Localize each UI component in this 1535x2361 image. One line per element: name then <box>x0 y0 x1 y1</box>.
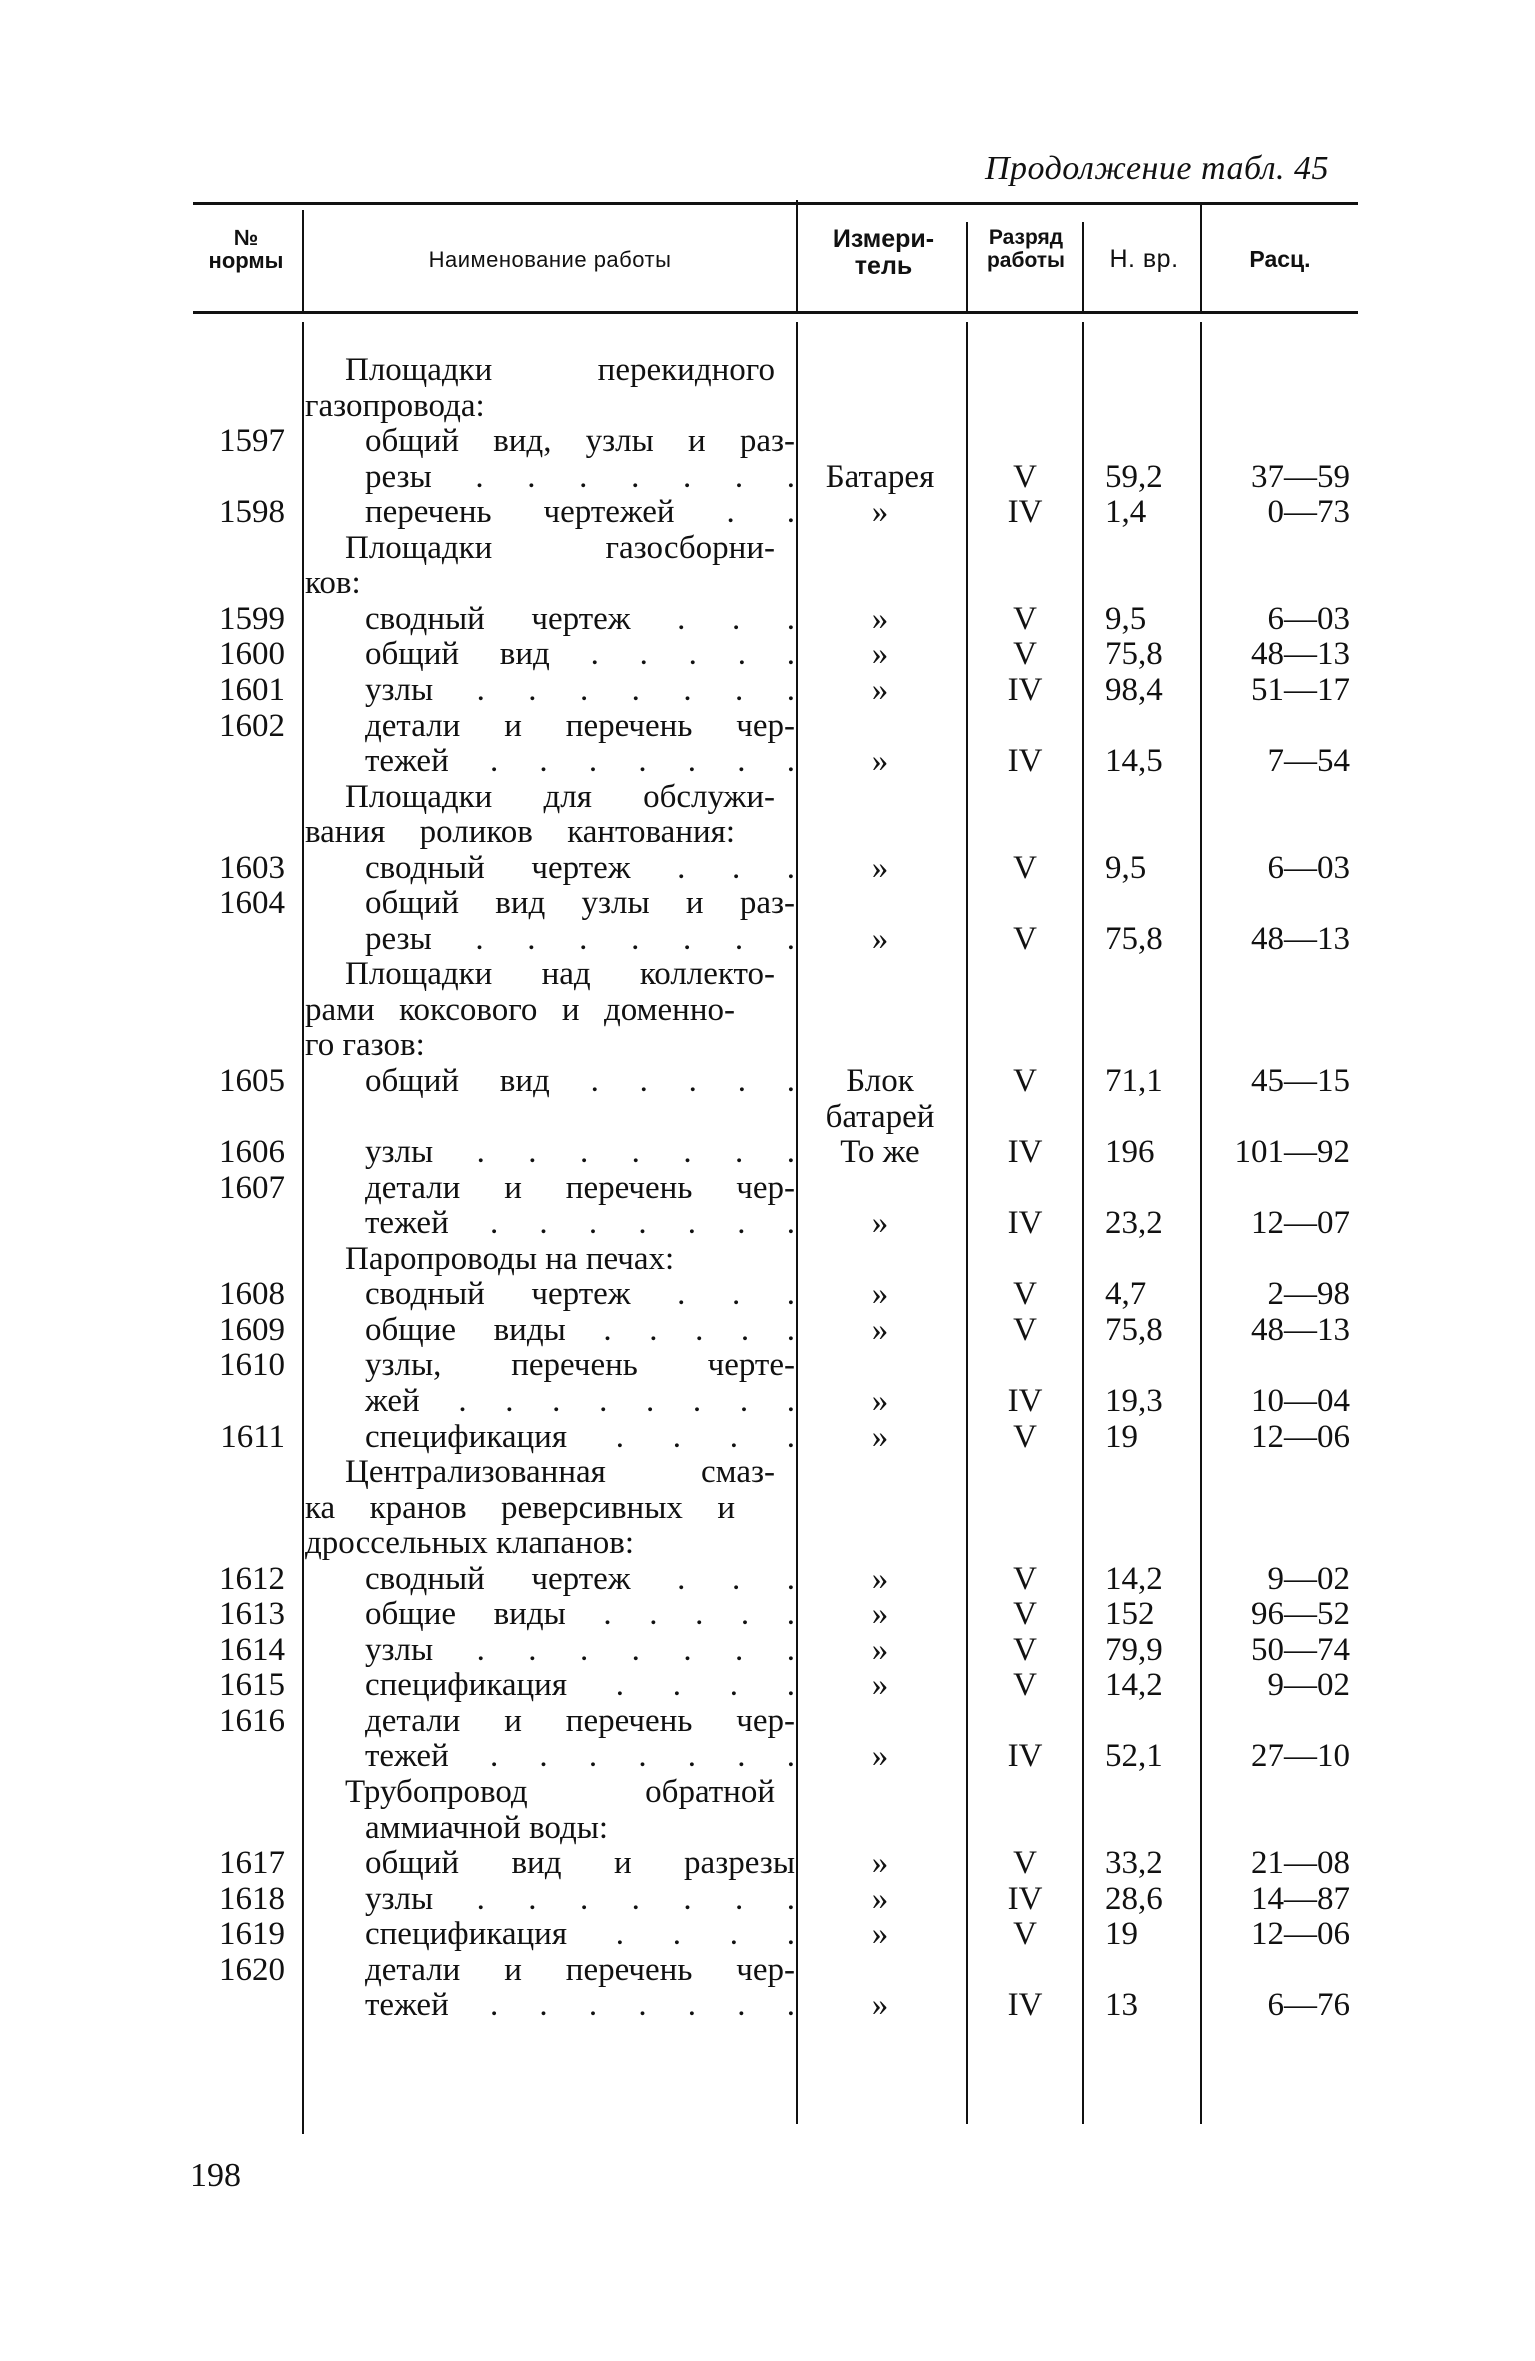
norm-number: 1602 <box>219 707 285 744</box>
unit-of-measure: » <box>871 494 889 531</box>
unit-of-measure: » <box>871 1880 889 1917</box>
table-caption: Продолжение табл. 45 <box>985 150 1330 187</box>
work-grade: IV <box>1007 494 1043 531</box>
unit-of-measure: » <box>871 1845 889 1882</box>
norm-number: 1609 <box>219 1311 285 1348</box>
work-grade: V <box>1013 600 1037 637</box>
rate-value: 45—15 <box>1251 1063 1350 1099</box>
rate-value: 9—02 <box>1267 1560 1350 1597</box>
table-row <box>0 1454 1535 1490</box>
work-name: резы . . . . . . . <box>365 458 795 495</box>
table-row <box>0 1419 1535 1455</box>
table-row <box>0 1490 1535 1526</box>
table-row <box>0 1312 1535 1348</box>
work-name: общий вид . . . . . <box>365 1063 795 1099</box>
work-name: Площадки для обслужи- <box>345 778 775 815</box>
work-name: детали и перечень чер- <box>365 1951 795 1988</box>
unit-of-measure: » <box>871 636 889 673</box>
table-row <box>0 1987 1535 2023</box>
header-grade: Разряд работы <box>986 226 1065 272</box>
work-name: го газов: <box>305 1027 425 1064</box>
work-name: общий вид, узлы и раз- <box>365 423 795 460</box>
table-row <box>0 1916 1535 1952</box>
unit-of-measure: » <box>871 1560 889 1597</box>
time-norm: 28,6 <box>1105 1880 1163 1917</box>
table-row <box>0 352 1535 388</box>
norm-number: 1600 <box>219 636 285 673</box>
work-name: ка кранов реверсивных и <box>305 1489 735 1526</box>
work-name: спецификация . . . . <box>365 1418 795 1455</box>
work-grade: V <box>1013 636 1037 673</box>
work-grade: IV <box>1007 1382 1043 1419</box>
work-name: Площадки газосборни- <box>345 529 775 566</box>
rate-value: 12—06 <box>1251 1418 1350 1455</box>
time-norm: 75,8 <box>1105 636 1163 673</box>
table-row <box>0 1383 1535 1419</box>
rate-value: 96—52 <box>1251 1596 1350 1633</box>
unit-of-measure: » <box>871 1987 889 2024</box>
work-name: тежей . . . . . . . <box>365 1738 795 1775</box>
work-name: жей . . . . . . . . <box>365 1382 795 1419</box>
work-name: общий вид и разрезы <box>365 1845 795 1882</box>
top-rule <box>193 202 1358 205</box>
rate-value: 12—06 <box>1251 1916 1350 1953</box>
work-name: общие виды . . . . . <box>365 1311 795 1348</box>
work-name: узлы . . . . . . . <box>365 1134 795 1171</box>
table-row <box>0 779 1535 815</box>
unit-of-measure: То же <box>840 1134 920 1171</box>
table-row <box>0 388 1535 424</box>
table-row <box>0 1845 1535 1881</box>
rate-value: 48—13 <box>1251 636 1350 673</box>
time-norm: 71,1 <box>1105 1063 1163 1099</box>
work-name: аммиачной воды: <box>365 1809 609 1846</box>
norm-number: 1610 <box>219 1347 285 1384</box>
norm-number: 1616 <box>219 1702 285 1739</box>
work-name: Площадки над коллекто- <box>345 956 775 993</box>
table-row <box>0 1738 1535 1774</box>
unit-of-measure: » <box>871 1631 889 1668</box>
unit-of-measure: » <box>871 1916 889 1953</box>
table-row <box>0 885 1535 921</box>
work-name: детали и перечень чер- <box>365 707 795 744</box>
time-norm: 52,1 <box>1105 1738 1163 1775</box>
norm-number: 1618 <box>219 1880 285 1917</box>
unit-of-measure: Батарея <box>825 458 935 495</box>
table-row <box>0 708 1535 744</box>
table-row <box>0 1099 1535 1135</box>
header-number: № нормы <box>208 225 284 273</box>
rate-value: 101—92 <box>1234 1134 1350 1171</box>
table-row <box>0 1027 1535 1063</box>
unit-of-measure: » <box>871 920 889 957</box>
table-row <box>0 601 1535 637</box>
rate-value: 2—98 <box>1267 1276 1350 1313</box>
rate-value: 48—13 <box>1251 1311 1350 1348</box>
norm-number: 1614 <box>219 1631 285 1668</box>
work-grade: V <box>1013 849 1037 886</box>
unit-of-measure: » <box>871 1418 889 1455</box>
work-grade: V <box>1013 1631 1037 1668</box>
work-name: тежей . . . . . . . <box>365 743 795 780</box>
table-row <box>0 423 1535 459</box>
work-name: перечень чертежей . . <box>365 494 795 531</box>
time-norm: 98,4 <box>1105 671 1163 708</box>
rate-value: 6—03 <box>1267 849 1350 886</box>
header-rate: Расц. <box>1249 246 1311 272</box>
time-norm: 1,4 <box>1105 494 1147 531</box>
work-name: спецификация . . . . <box>365 1667 795 1704</box>
rate-value: 10—04 <box>1251 1382 1350 1419</box>
table-row <box>0 1561 1535 1597</box>
norm-number: 1605 <box>219 1063 285 1099</box>
rate-value: 27—10 <box>1251 1738 1350 1775</box>
work-grade: IV <box>1007 671 1043 708</box>
table-row <box>0 992 1535 1028</box>
time-norm: 19 <box>1105 1418 1138 1455</box>
unit-of-measure: » <box>871 600 889 637</box>
table-row <box>0 1952 1535 1988</box>
rate-value: 37—59 <box>1251 458 1350 495</box>
work-name: узлы . . . . . . . <box>365 671 795 708</box>
time-norm: 19 <box>1105 1916 1138 1953</box>
table-row <box>0 1596 1535 1632</box>
table-row <box>0 530 1535 566</box>
table-row <box>0 565 1535 601</box>
work-grade: IV <box>1007 1738 1043 1775</box>
table-row <box>0 459 1535 495</box>
table-row <box>0 1170 1535 1206</box>
work-name: газопровода: <box>305 387 485 424</box>
rate-value: 51—17 <box>1251 671 1350 708</box>
unit-of-measure: » <box>871 1738 889 1775</box>
table-row <box>0 1881 1535 1917</box>
work-name: тежей . . . . . . . <box>365 1987 795 2024</box>
time-norm: 33,2 <box>1105 1845 1163 1882</box>
time-norm: 75,8 <box>1105 1311 1163 1348</box>
rate-value: 0—73 <box>1267 494 1350 531</box>
work-name: тежей . . . . . . . <box>365 1205 795 1242</box>
table-row <box>0 743 1535 779</box>
work-grade: V <box>1013 920 1037 957</box>
rate-value: 48—13 <box>1251 920 1350 957</box>
norm-number: 1603 <box>219 849 285 886</box>
norm-number: 1617 <box>219 1845 285 1882</box>
table-row <box>0 672 1535 708</box>
rate-value: 50—74 <box>1251 1631 1350 1668</box>
time-norm: 14,5 <box>1105 743 1163 780</box>
time-norm: 23,2 <box>1105 1205 1163 1242</box>
table-row <box>0 814 1535 850</box>
work-name: Централизованная смаз- <box>345 1454 775 1491</box>
norm-number: 1619 <box>219 1916 285 1953</box>
work-grade: V <box>1013 1276 1037 1313</box>
work-grade: V <box>1013 1560 1037 1597</box>
work-name: детали и перечень чер- <box>365 1169 795 1206</box>
table-row <box>0 1276 1535 1312</box>
work-grade: IV <box>1007 1205 1043 1242</box>
header-name: Наименование работы <box>428 247 672 272</box>
norm-number: 1599 <box>219 600 285 637</box>
work-name: узлы, перечень черте- <box>365 1347 795 1384</box>
rate-value: 21—08 <box>1251 1845 1350 1882</box>
table-row <box>0 1347 1535 1383</box>
work-name: детали и перечень чер- <box>365 1702 795 1739</box>
table-row <box>0 636 1535 672</box>
work-grade: V <box>1013 1596 1037 1633</box>
header-unit: Измери- тель <box>832 225 935 280</box>
work-grade: IV <box>1007 743 1043 780</box>
work-name: спецификация . . . . <box>365 1916 795 1953</box>
time-norm: 59,2 <box>1105 458 1163 495</box>
unit-of-measure: » <box>871 1205 889 1242</box>
time-norm: 75,8 <box>1105 920 1163 957</box>
work-name: общий вид узлы и раз- <box>365 885 795 922</box>
time-norm: 14,2 <box>1105 1560 1163 1597</box>
norm-number: 1597 <box>219 423 285 460</box>
table-row <box>0 1632 1535 1668</box>
table-row <box>0 1810 1535 1846</box>
table-row <box>0 1667 1535 1703</box>
work-name: рами коксового и доменно- <box>305 991 735 1028</box>
work-name: общий вид . . . . . <box>365 636 795 673</box>
work-grade: V <box>1013 1311 1037 1348</box>
unit-of-measure: » <box>871 1667 889 1704</box>
unit-of-measure: » <box>871 1311 889 1348</box>
table-row <box>0 1063 1535 1099</box>
work-name: узлы . . . . . . . <box>365 1631 795 1668</box>
time-norm: 9,5 <box>1105 600 1147 637</box>
time-norm: 14,2 <box>1105 1667 1163 1704</box>
rate-value: 14—87 <box>1251 1880 1350 1917</box>
norm-number: 1611 <box>220 1418 285 1455</box>
unit-of-measure: » <box>871 671 889 708</box>
norm-number: 1608 <box>219 1276 285 1313</box>
table-row <box>0 1703 1535 1739</box>
work-name: сводный чертеж . . . <box>365 600 795 637</box>
work-grade: IV <box>1007 1134 1043 1171</box>
norm-number: 1612 <box>219 1560 285 1597</box>
work-name: ков: <box>305 565 361 602</box>
work-name: сводный чертеж . . . <box>365 1560 795 1597</box>
table-row <box>0 1134 1535 1170</box>
unit-of-measure: батарей <box>825 1098 935 1135</box>
work-name: узлы . . . . . . . <box>365 1880 795 1917</box>
time-norm: 9,5 <box>1105 849 1147 886</box>
work-name: резы . . . . . . . <box>365 920 795 957</box>
work-grade: V <box>1013 1845 1037 1882</box>
table-row <box>0 850 1535 886</box>
work-grade: V <box>1013 1667 1037 1704</box>
rate-value: 9—02 <box>1267 1667 1350 1704</box>
rate-value: 6—03 <box>1267 600 1350 637</box>
page-number: 198 <box>190 2157 241 2194</box>
unit-of-measure: Блок <box>846 1063 914 1099</box>
norm-number: 1598 <box>219 494 285 531</box>
work-grade: V <box>1013 1418 1037 1455</box>
table-row <box>0 1205 1535 1241</box>
work-grade: V <box>1013 1916 1037 1953</box>
rate-value: 7—54 <box>1267 743 1350 780</box>
table-row <box>0 921 1535 957</box>
work-name: Трубопровод обратной <box>345 1774 775 1810</box>
work-name: сводный чертеж . . . <box>365 1276 795 1313</box>
time-norm: 196 <box>1105 1134 1155 1171</box>
rate-value: 6—76 <box>1267 1987 1350 2024</box>
work-grade: IV <box>1007 1880 1043 1917</box>
work-name: Площадки перекидного <box>345 352 775 388</box>
header-norm: Н. вр. <box>1109 245 1179 273</box>
work-name: сводный чертеж . . . <box>365 849 795 886</box>
rate-value: 12—07 <box>1251 1205 1350 1242</box>
norm-number: 1606 <box>219 1134 285 1171</box>
unit-of-measure: » <box>871 1596 889 1633</box>
time-norm: 13 <box>1105 1987 1138 2024</box>
unit-of-measure: » <box>871 743 889 780</box>
table-row <box>0 494 1535 530</box>
norm-number: 1601 <box>219 671 285 708</box>
time-norm: 152 <box>1105 1596 1155 1633</box>
norm-number: 1620 <box>219 1951 285 1988</box>
unit-of-measure: » <box>871 849 889 886</box>
time-norm: 4,7 <box>1105 1276 1147 1313</box>
table-row <box>0 1525 1535 1561</box>
unit-of-measure: » <box>871 1382 889 1419</box>
table-row <box>0 1774 1535 1810</box>
work-name: Паропроводы на печах: <box>345 1240 675 1277</box>
table-row <box>0 1241 1535 1277</box>
work-grade: V <box>1013 1063 1037 1099</box>
work-grade: IV <box>1007 1987 1043 2024</box>
work-name: общие виды . . . . . <box>365 1596 795 1633</box>
table-row <box>0 956 1535 992</box>
unit-of-measure: » <box>871 1276 889 1313</box>
time-norm: 79,9 <box>1105 1631 1163 1668</box>
work-name: вания роликов кантования: <box>305 814 735 851</box>
work-grade: V <box>1013 458 1037 495</box>
norm-number: 1607 <box>219 1169 285 1206</box>
norm-number: 1615 <box>219 1667 285 1704</box>
norm-number: 1613 <box>219 1596 285 1633</box>
work-name: дроссельных клапанов: <box>305 1525 634 1562</box>
norm-number: 1604 <box>219 885 285 922</box>
header-rule <box>193 311 1358 314</box>
time-norm: 19,3 <box>1105 1382 1163 1419</box>
